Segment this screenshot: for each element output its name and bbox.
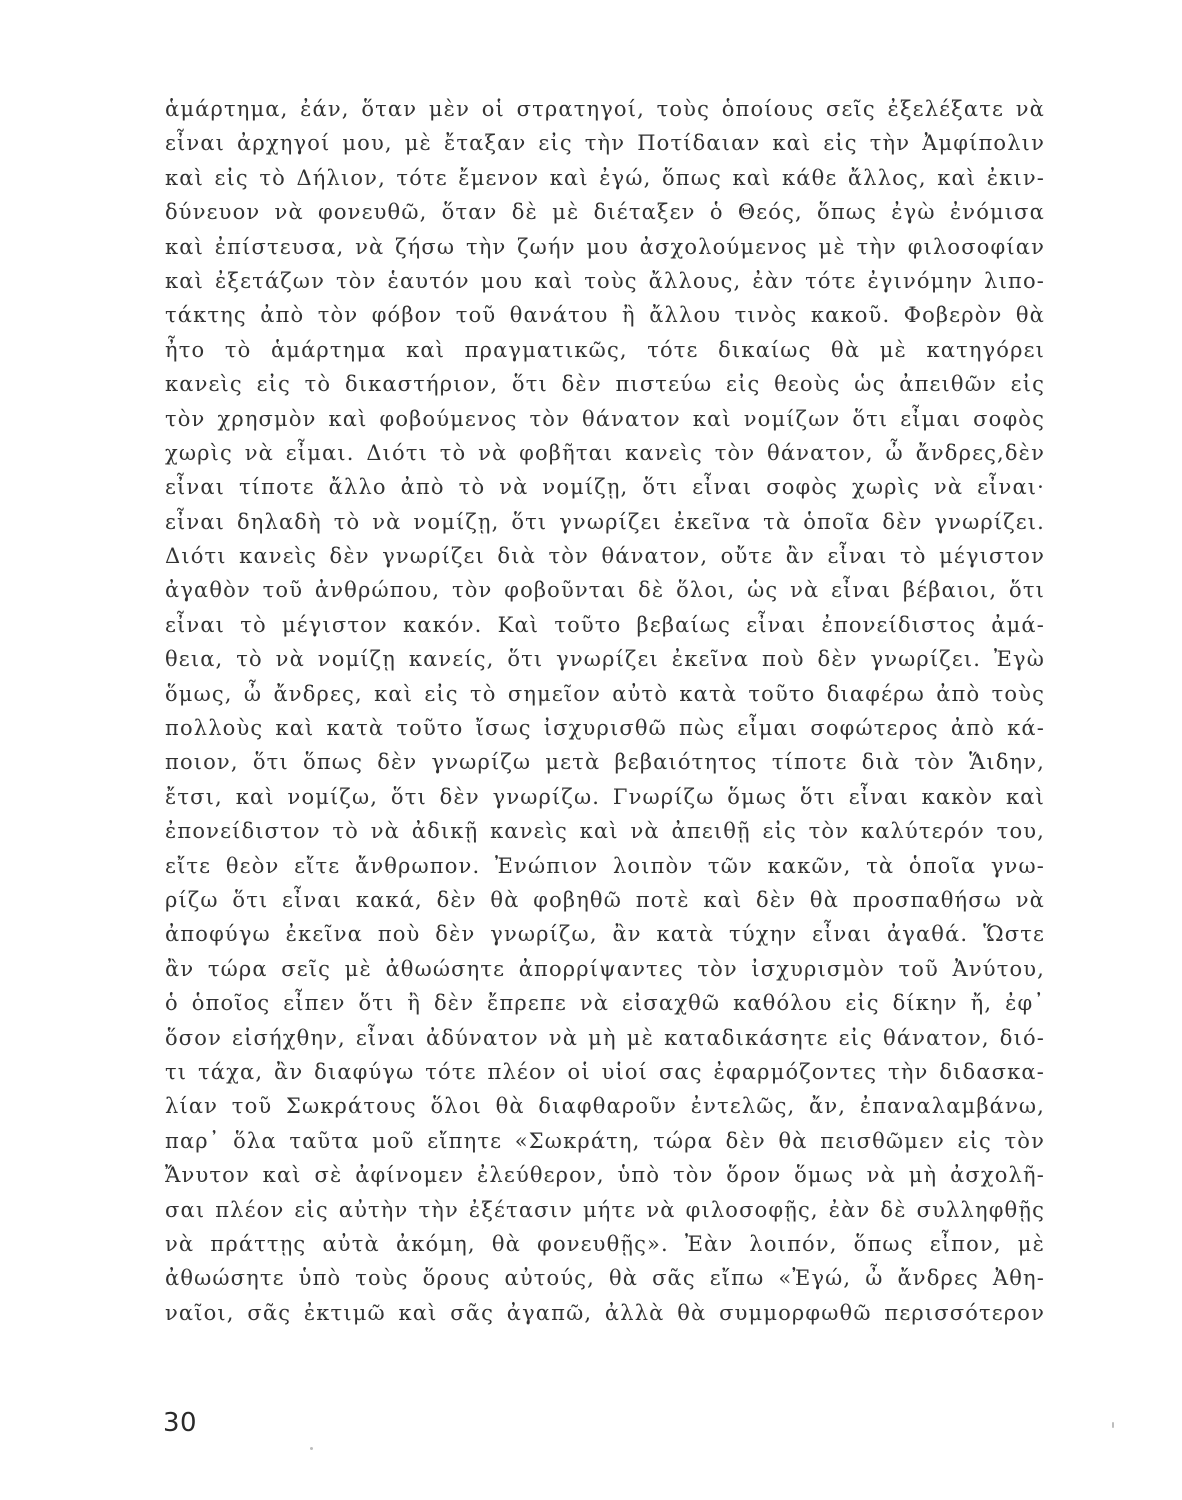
text-line: καὶ ἐπίστευσα, νὰ ζήσω τὴν ζωήν μου ἀσχολούμενος μὲ τὴν φιλοσοφίαν: [165, 234, 1045, 259]
text-line: πολλοὺς καὶ κατὰ τοῦτο ἴσως ἰσχυρισθῶ πὼς εἶμαι σοφώτερος ἀπὸ κά-: [165, 716, 1045, 741]
page-number: 30: [163, 1408, 198, 1438]
text-line: Ἄνυτον καὶ σὲ ἀφίνομεν ἐλεύθερον, ὑπὸ τὸν ὅρον ὅμως νὰ μὴ ἀσχολῆ-: [165, 1163, 1045, 1188]
text-line: τι τάχα, ἂν διαφύγω τότε πλέον οἱ υἱοί σας ἐφαρμόζοντες τὴν διδασκα-: [165, 1059, 1045, 1084]
text-line: τάκτης ἀπὸ τὸν φόβον τοῦ θανάτου ἢ ἄλλου τινὸς κακοῦ. Φοβερὸν θὰ: [165, 303, 1045, 328]
text-line: ἔτσι, καὶ νομίζω, ὅτι δὲν γνωρίζω. Γνωρίζω ὅμως ὅτι εἶναι κακὸν καὶ: [165, 784, 1045, 809]
text-line: θεια, τὸ νὰ νομίζῃ κανείς, ὅτι γνωρίζει ἐκεῖνα ποὺ δὲν γνωρίζει. Ἐγὼ: [165, 647, 1045, 672]
text-line: παρ᾽ ὅλα ταῦτα μοῦ εἴπητε «Σωκράτη, τώρα δὲν θὰ πεισθῶμεν εἰς τὸν: [165, 1128, 1045, 1153]
text-line: ἀγαθὸν τοῦ ἀνθρώπου, τὸν φοβοῦνται δὲ ὅλοι, ὡς νὰ εἶναι βέβαιοι, ὅτι: [165, 578, 1045, 603]
text-line: κανεὶς εἰς τὸ δικαστήριον, ὅτι δὲν πιστεύω εἰς θεοὺς ὡς ἀπειθῶν εἰς: [165, 372, 1045, 397]
text-line: ναῖοι, σᾶς ἐκτιμῶ καὶ σᾶς ἀγαπῶ, ἀλλὰ θὰ συμμορφωθῶ περισσότερον: [165, 1300, 1045, 1325]
text-line: ρίζω ὅτι εἶναι κακά, δὲν θὰ φοβηθῶ ποτὲ καὶ δὲν θὰ προσπαθήσω νὰ: [165, 887, 1045, 912]
text-line: ἐπονείδιστον τὸ νὰ ἀδικῇ κανεὶς καὶ νὰ ἀπειθῇ εἰς τὸν καλύτερόν του,: [165, 819, 1045, 844]
text-line: ἁμάρτημα, ἐάν, ὅταν μὲν οἱ στρατηγοί, τοὺς ὁποίους σεῖς ἐξελέξατε νὰ: [165, 97, 1045, 121]
text-line: δύνευον νὰ φονευθῶ, ὅταν δὲ μὲ διέταξεν ὁ Θεός, ὅπως ἐγὼ ἐνόμισα: [165, 200, 1045, 225]
text-line: Διότι κανεὶς δὲν γνωρίζει διὰ τὸν θάνατον, οὔτε ἂν εἶναι τὸ μέγιστον: [165, 544, 1045, 569]
scan-speck: [310, 1447, 313, 1450]
text-line: ὅμως, ὦ ἄνδρες, καὶ εἰς τὸ σημεῖον αὐτὸ κατὰ τοῦτο διαφέρω ἀπὸ τοὺς: [165, 681, 1045, 706]
text-line: ποιον, ὅτι ὅπως δὲν γνωρίζω μετὰ βεβαιότητος τίποτε διὰ τὸν Ἅιδην,: [165, 750, 1045, 775]
text-line: εἶναι ἀρχηγοί μου, μὲ ἔταξαν εἰς τὴν Ποτίδαιαν καὶ εἰς τὴν Ἀμφίπολιν: [165, 131, 1045, 156]
scan-speck: [1112, 1422, 1114, 1428]
text-line: καὶ εἰς τὸ Δήλιον, τότε ἔμενον καὶ ἐγώ, ὅπως καὶ κάθε ἄλλος, καὶ ἐκιν-: [165, 165, 1045, 190]
text-line: τὸν χρησμὸν καὶ φοβούμενος τὸν θάνατον καὶ νομίζων ὅτι εἶμαι σοφὸς: [165, 406, 1045, 431]
text-line: χωρὶς νὰ εἶμαι. Διότι τὸ νὰ φοβῆται κανεὶς τὸν θάνατον, ὦ ἄνδρες,δὲν: [165, 440, 1045, 465]
text-line: ὅσον εἰσήχθην, εἶναι ἀδύνατον νὰ μὴ μὲ καταδικάσητε εἰς θάνατον, διό-: [165, 1025, 1045, 1050]
text-line: νὰ πράττῃς αὐτὰ ἀκόμη, θὰ φονευθῇς». Ἐὰν λοιπόν, ὅπως εἶπον, μὲ: [165, 1231, 1045, 1256]
body-text: [165, 92, 1045, 1330]
text-line: ἂν τώρα σεῖς μὲ ἀθωώσητε ἀπορρίψαντες τὸν ἰσχυρισμὸν τοῦ Ἀνύτου,: [165, 956, 1045, 981]
text-line: εἴτε θεὸν εἴτε ἄνθρωπον. Ἐνώπιον λοιπὸν τῶν κακῶν, τὰ ὁποῖα γνω-: [165, 853, 1045, 878]
text-line: εἶναι δηλαδὴ τὸ νὰ νομίζῃ, ὅτι γνωρίζει ἐκεῖνα τὰ ὁποῖα δὲν γνωρίζει.: [165, 509, 1045, 534]
text-line: ἦτο τὸ ἁμάρτημα καὶ πραγματικῶς, τότε δικαίως θὰ μὲ κατηγόρει: [165, 337, 1045, 362]
text-line: εἶναι τὸ μέγιστον κακόν. Καὶ τοῦτο βεβαίως εἶναι ἐπονείδιστος ἀμά-: [165, 612, 1045, 637]
text-line: ἀθωώσητε ὑπὸ τοὺς ὅρους αὐτούς, θὰ σᾶς εἴπω «Ἐγώ, ὦ ἄνδρες Ἀθη-: [165, 1266, 1045, 1291]
text-line: σαι πλέον εἰς αὐτὴν τὴν ἐξέτασιν μήτε νὰ φιλοσοφῇς, ἐὰν δὲ συλληφθῇς: [165, 1197, 1045, 1222]
text-line: εἶναι τίποτε ἄλλο ἀπὸ τὸ νὰ νομίζῃ, ὅτι εἶναι σοφὸς χωρὶς νὰ εἶναι·: [165, 475, 1045, 500]
text-line: καὶ ἐξετάζων τὸν ἑαυτόν μου καὶ τοὺς ἄλλους, ἐὰν τότε ἐγινόμην λιπο-: [165, 268, 1045, 293]
text-line: ὁ ὁποῖος εἶπεν ὅτι ἢ δὲν ἔπρεπε νὰ εἰσαχθῶ καθόλου εἰς δίκην ἤ, ἐφ᾽: [165, 991, 1045, 1016]
text-line: λίαν τοῦ Σωκράτους ὅλοι θὰ διαφθαροῦν ἐντελῶς, ἄν, ἐπαναλαμβάνω,: [165, 1094, 1045, 1119]
text-line: ἀποφύγω ἐκεῖνα ποὺ δὲν γνωρίζω, ἂν κατὰ τύχην εἶναι ἀγαθά. Ὥστε: [165, 922, 1045, 947]
